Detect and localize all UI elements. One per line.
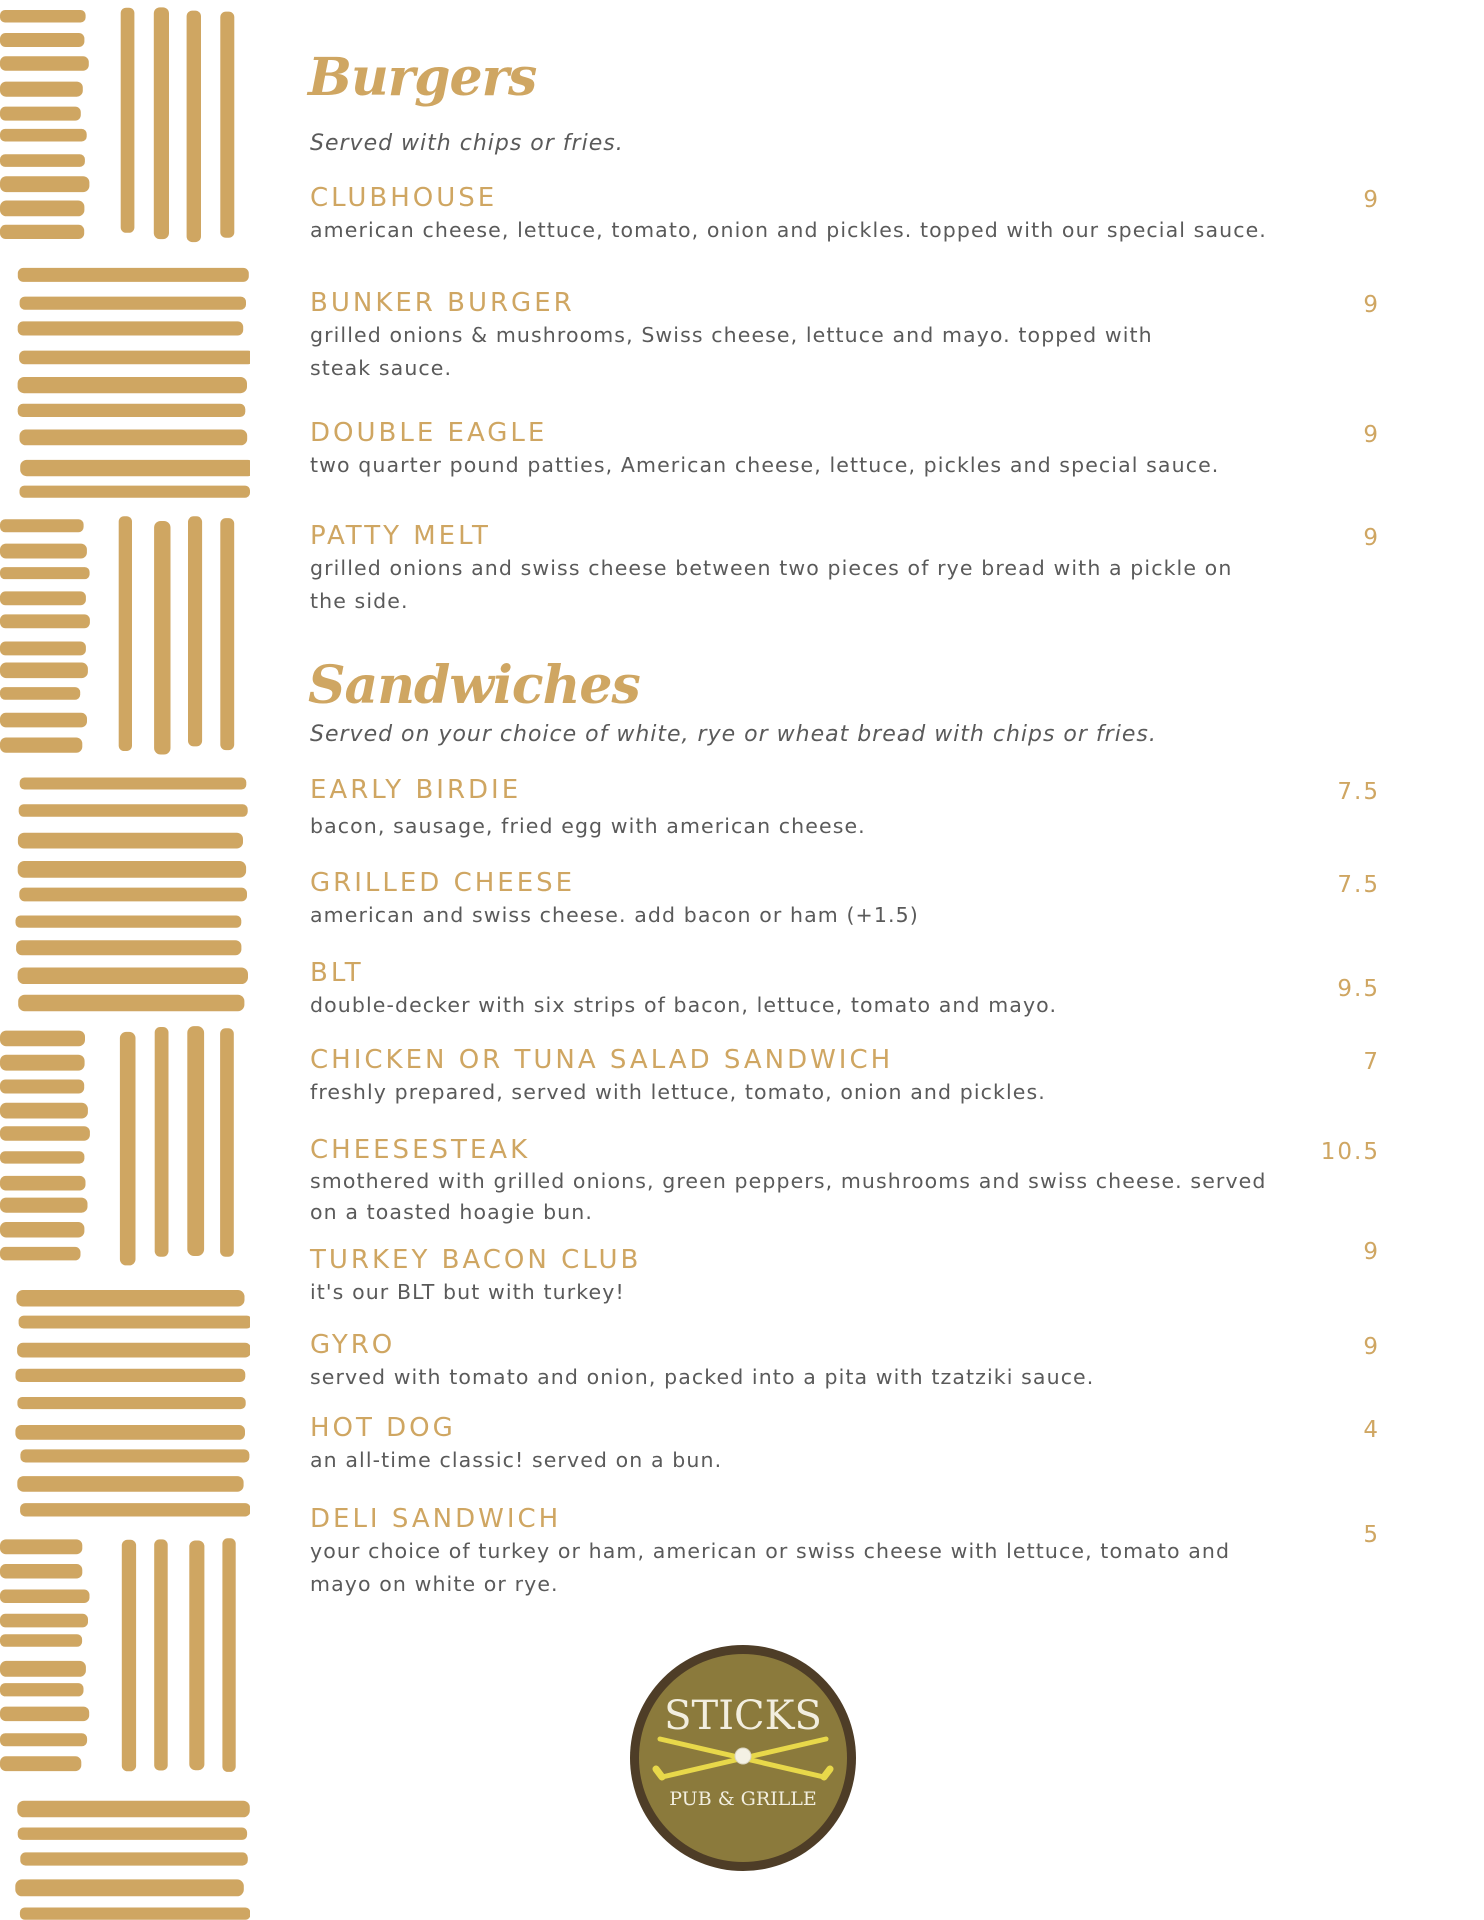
item-description: two quarter pound patties, American cheese, lettuce, pickles and special sauce. bbox=[310, 453, 1220, 478]
brush-stroke bbox=[16, 940, 241, 955]
logo-name: STICKS bbox=[664, 1693, 822, 1739]
brush-stroke bbox=[0, 1683, 84, 1696]
brush-stroke bbox=[17, 1476, 243, 1492]
brush-stroke bbox=[0, 225, 84, 239]
brush-stroke bbox=[0, 107, 81, 121]
item-description: grilled onions and swiss cheese between two pieces of rye bread with a pickle on the side. bbox=[310, 556, 1233, 614]
brush-stroke bbox=[19, 888, 247, 902]
brush-stroke bbox=[18, 404, 246, 417]
item-description: it's our BLT but with turkey! bbox=[310, 1280, 625, 1305]
brush-stroke bbox=[121, 8, 135, 233]
brush-stroke bbox=[18, 377, 247, 393]
item-name: BUNKER BURGER bbox=[310, 288, 575, 318]
brush-stroke bbox=[154, 521, 170, 755]
brush-stroke bbox=[0, 713, 87, 728]
brush-stroke bbox=[0, 1707, 89, 1722]
brush-stroke bbox=[0, 154, 85, 167]
menu-item-clubhouse bbox=[310, 183, 1380, 247]
brush-stroke bbox=[18, 833, 243, 849]
brush-stroke bbox=[155, 1027, 169, 1257]
item-description: smothered with grilled onions, green peppers, mushrooms and swiss cheese. served on a toasted hoagie bun. bbox=[310, 1169, 1267, 1225]
brush-stroke bbox=[154, 7, 169, 239]
brush-stroke bbox=[0, 519, 84, 532]
brush-stroke bbox=[20, 1908, 250, 1920]
menu-item-patty-melt bbox=[310, 521, 1380, 618]
menu-item-turkey-bacon-club bbox=[310, 1239, 1380, 1309]
brush-stroke bbox=[0, 129, 87, 142]
brush-stroke bbox=[17, 1397, 245, 1409]
brush-stroke bbox=[187, 1026, 204, 1256]
item-description: double-decker with six strips of bacon, lettuce, tomato and mayo. bbox=[310, 993, 1058, 1018]
sandwiches-section-title: Sandwiches bbox=[308, 655, 640, 716]
brush-stroke bbox=[188, 516, 202, 746]
brush-stroke bbox=[0, 82, 83, 97]
burgers-section-title: Burgers bbox=[308, 47, 537, 108]
brush-stroke bbox=[0, 1634, 82, 1647]
brush-stroke bbox=[16, 916, 242, 928]
brush-stroke bbox=[0, 1539, 82, 1554]
brush-stroke bbox=[20, 460, 250, 476]
item-description: your choice of turkey or ham, american or swiss cheese with lettuce, tomato and mayo on white or rye. bbox=[310, 1539, 1231, 1597]
item-name: DELI SANDWICH bbox=[310, 1504, 562, 1534]
item-name: CHICKEN OR TUNA SALAD SANDWICH bbox=[310, 1045, 894, 1075]
brush-stroke bbox=[220, 518, 234, 750]
item-price: 9.5 bbox=[1337, 976, 1380, 1002]
brush-stroke bbox=[187, 11, 201, 243]
brush-stroke bbox=[154, 1539, 168, 1770]
brush-stroke bbox=[18, 995, 244, 1012]
menu-item-deli-sandwich bbox=[310, 1504, 1380, 1601]
brush-stroke bbox=[0, 33, 84, 47]
brush-stroke bbox=[0, 10, 86, 23]
brush-stroke bbox=[0, 1126, 90, 1141]
brush-stroke bbox=[222, 1538, 235, 1772]
brush-stroke bbox=[0, 1564, 82, 1579]
item-price: 9 bbox=[1363, 422, 1380, 448]
brush-stroke bbox=[0, 1055, 85, 1071]
menu-item-double-eagle bbox=[310, 418, 1380, 482]
brush-stroke bbox=[20, 486, 251, 498]
brush-stroke bbox=[119, 516, 132, 751]
brush-stroke bbox=[18, 268, 249, 282]
menu-item-gyro bbox=[310, 1330, 1380, 1394]
decorative-brush-border bbox=[0, 0, 250, 1920]
menu-item-chicken-or-tuna-salad bbox=[310, 1045, 1380, 1109]
item-name: TURKEY BACON CLUB bbox=[310, 1245, 642, 1275]
brush-stroke bbox=[0, 1590, 90, 1604]
brush-stroke bbox=[20, 430, 248, 446]
brush-stroke bbox=[0, 1031, 85, 1047]
menu-item-grilled-cheese bbox=[310, 868, 1380, 932]
item-price: 9 bbox=[1363, 525, 1380, 551]
menu-item-hot-dog bbox=[310, 1413, 1380, 1477]
brush-stroke bbox=[0, 1080, 84, 1094]
item-name: BLT bbox=[310, 958, 364, 988]
item-price: 9 bbox=[1363, 187, 1380, 213]
brush-stroke bbox=[0, 56, 89, 70]
brush-stroke bbox=[18, 968, 248, 985]
brush-stroke bbox=[19, 351, 250, 365]
brush-stroke bbox=[0, 663, 88, 679]
item-description: freshly prepared, served with lettuce, tomato, onion and pickles. bbox=[310, 1080, 1046, 1105]
item-name: CHEESESTEAK bbox=[310, 1135, 531, 1165]
item-name: GRILLED CHEESE bbox=[310, 868, 576, 898]
sticks-pub-grille-logo bbox=[628, 1643, 858, 1873]
brush-stroke bbox=[0, 1103, 88, 1119]
brush-stroke bbox=[15, 1425, 245, 1440]
item-name: PATTY MELT bbox=[310, 521, 491, 551]
item-price: 5 bbox=[1363, 1522, 1380, 1548]
item-description: an all-time classic! served on a bun. bbox=[310, 1448, 723, 1473]
brush-stroke bbox=[122, 1540, 136, 1772]
brush-stroke bbox=[189, 1541, 204, 1771]
item-description: served with tomato and onion, packed into a pita with tzatziki sauce. bbox=[310, 1365, 1095, 1390]
brush-stroke bbox=[0, 591, 86, 605]
item-name: CLUBHOUSE bbox=[310, 183, 498, 213]
brush-stroke bbox=[20, 297, 246, 310]
item-price: 4 bbox=[1363, 1417, 1380, 1443]
brush-stroke bbox=[20, 778, 247, 790]
brush-stroke bbox=[19, 1316, 250, 1329]
brush-stroke bbox=[20, 1449, 249, 1462]
menu-item-bunker-burger bbox=[310, 288, 1380, 385]
brush-stroke bbox=[0, 176, 89, 192]
item-name: HOT DOG bbox=[310, 1413, 456, 1443]
item-description: grilled onions & mushrooms, Swiss cheese, lettuce and mayo. topped with steak sauce. bbox=[310, 323, 1153, 381]
item-price: 9 bbox=[1363, 292, 1380, 318]
brush-stroke bbox=[120, 1032, 136, 1266]
brush-stroke bbox=[0, 567, 90, 579]
brush-stroke bbox=[18, 1828, 247, 1840]
logo-tagline: PUB & GRILLE bbox=[669, 1788, 817, 1810]
brush-stroke bbox=[20, 1852, 248, 1865]
item-price: 10.5 bbox=[1320, 1139, 1380, 1165]
golf-ball-icon bbox=[735, 1748, 751, 1764]
brush-stroke bbox=[220, 1028, 234, 1256]
brush-stroke bbox=[0, 1756, 81, 1771]
brush-stroke bbox=[0, 1176, 86, 1191]
sandwiches-section-subtitle: Served on your choice of white, rye or wheat bread with chips or fries. bbox=[310, 722, 1157, 747]
brush-stroke bbox=[0, 642, 86, 656]
brush-stroke bbox=[0, 738, 82, 753]
item-description: american and swiss cheese. add bacon or ham (+1.5) bbox=[310, 903, 919, 928]
menu-item-early-birdie bbox=[310, 775, 1380, 843]
menu-item-cheesesteak bbox=[310, 1135, 1380, 1228]
brush-stroke bbox=[0, 1222, 84, 1238]
brush-stroke bbox=[18, 861, 246, 878]
brush-stroke bbox=[15, 1879, 244, 1896]
item-price: 7.5 bbox=[1337, 872, 1380, 898]
menu-item-blt bbox=[310, 958, 1380, 1022]
brush-stroke bbox=[0, 1198, 88, 1213]
brush-stroke bbox=[18, 321, 244, 335]
brush-stroke bbox=[0, 614, 90, 628]
brush-stroke bbox=[0, 1247, 81, 1261]
item-name: GYRO bbox=[310, 1330, 396, 1360]
brush-stroke bbox=[0, 687, 80, 700]
brush-stroke bbox=[19, 804, 248, 817]
brush-stroke bbox=[0, 1614, 88, 1628]
item-price: 9 bbox=[1363, 1334, 1380, 1360]
item-name: EARLY BIRDIE bbox=[310, 775, 522, 805]
item-price: 7.5 bbox=[1337, 779, 1380, 805]
brush-stroke bbox=[17, 1801, 250, 1818]
brush-stroke bbox=[0, 544, 87, 559]
item-description: bacon, sausage, fried egg with american cheese. bbox=[310, 814, 866, 839]
brush-stroke bbox=[20, 1503, 250, 1516]
brush-stroke bbox=[0, 1733, 87, 1746]
brush-stroke bbox=[0, 1151, 84, 1163]
item-name: DOUBLE EAGLE bbox=[310, 418, 548, 448]
brush-stroke bbox=[16, 1290, 244, 1307]
item-description: american cheese, lettuce, tomato, onion and pickles. topped with our special sauce. bbox=[310, 218, 1267, 243]
brush-stroke bbox=[220, 12, 234, 238]
item-price: 7 bbox=[1363, 1049, 1380, 1075]
brush-stroke bbox=[0, 1661, 86, 1677]
brush-stroke bbox=[16, 1369, 246, 1382]
item-price: 9 bbox=[1363, 1239, 1380, 1265]
burgers-section-subtitle: Served with chips or fries. bbox=[310, 131, 624, 156]
brush-stroke bbox=[17, 1343, 250, 1358]
brush-stroke bbox=[0, 201, 84, 217]
